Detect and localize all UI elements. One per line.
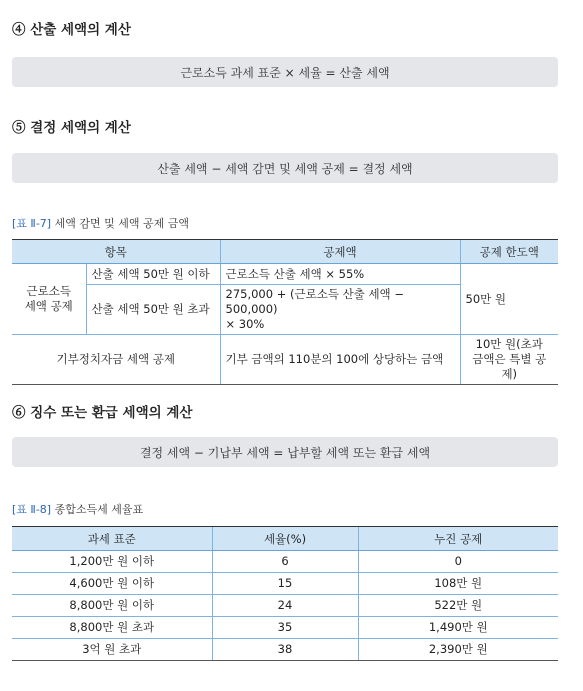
table-7-caption-text: 세액 감면 및 세액 공제 금액 [51, 217, 189, 230]
header-deduction: 누진 공제 [358, 527, 558, 551]
rate-cell: 24 [212, 595, 358, 617]
deduction-cell: 1,490만 원 [358, 617, 558, 639]
header-item: 항목 [12, 240, 220, 264]
header-amount: 공제액 [220, 240, 460, 264]
tax-base-cell: 3억 원 초과 [12, 639, 212, 661]
table-7-caption [12, 215, 189, 231]
deduction-table [12, 239, 558, 385]
section-5-formula: 산출 세액 − 세액 감면 및 세액 공제 = 결정 세액 [12, 153, 558, 183]
tax-rate-table [12, 526, 558, 661]
section-6-title: ⑥ 징수 또는 환급 세액의 계산 [12, 405, 193, 421]
group-label-line: 근로소득 [26, 284, 71, 298]
rate-cell: 15 [212, 573, 358, 595]
table-7-tag: [표 Ⅱ-7] [12, 217, 52, 230]
table-8-caption-text: 종합소득세 세율표 [51, 503, 144, 516]
limit-line: 10만 원(초과 [475, 337, 543, 351]
amount-line: 275,000 + (근로소득 산출 세액 − 500,000) [225, 287, 404, 316]
header-rate: 세율(%) [212, 527, 358, 551]
limit-cell [460, 335, 558, 385]
rate-cell: 6 [212, 551, 358, 573]
deduction-cell: 108만 원 [358, 573, 558, 595]
section-4-formula: 근로소득 과세 표준 × 세율 = 산출 세액 [12, 57, 558, 87]
rate-cell: 35 [212, 617, 358, 639]
section-4-title: ④ 산출 세액의 계산 [12, 22, 131, 38]
amount-cell: 근로소득 산출 세액 × 55% [220, 264, 460, 285]
item-cell: 기부정치자금 세액 공제 [12, 335, 220, 385]
group-label [12, 264, 86, 335]
header-limit: 공제 한도액 [460, 240, 558, 264]
item-cell: 산출 세액 50만 원 초과 [86, 285, 220, 335]
deduction-cell: 2,390만 원 [358, 639, 558, 661]
table-row [12, 264, 558, 285]
table-row [12, 335, 558, 385]
amount-cell: 기부 금액의 110분의 100에 상당하는 금액 [220, 335, 460, 385]
table-header-row [12, 240, 558, 264]
rate-cell: 38 [212, 639, 358, 661]
table-row [12, 595, 558, 617]
tax-base-cell: 1,200만 원 이하 [12, 551, 212, 573]
item-cell: 산출 세액 50만 원 이하 [86, 264, 220, 285]
tax-base-cell: 8,800만 원 이하 [12, 595, 212, 617]
table-header-row [12, 527, 558, 551]
tax-base-cell: 4,600만 원 이하 [12, 573, 212, 595]
deduction-cell: 0 [358, 551, 558, 573]
section-6-formula: 결정 세액 − 기납부 세액 = 납부할 세액 또는 환급 세액 [12, 437, 558, 467]
deduction-cell: 522만 원 [358, 595, 558, 617]
header-tax-base: 과세 표준 [12, 527, 212, 551]
limit-cell: 50만 원 [460, 264, 558, 335]
limit-line: 금액은 특별 공제) [472, 352, 547, 381]
amount-line: × 30% [225, 317, 265, 331]
table-8-caption [12, 501, 143, 517]
amount-cell [220, 285, 460, 335]
table-8-tag: [표 Ⅱ-8] [12, 503, 52, 516]
tax-base-cell: 8,800만 원 초과 [12, 617, 212, 639]
table-row [12, 639, 558, 661]
section-5-title: ⑤ 결정 세액의 계산 [12, 120, 131, 136]
group-label-line: 세액 공제 [24, 299, 73, 313]
table-row [12, 551, 558, 573]
table-row [12, 617, 558, 639]
table-row [12, 573, 558, 595]
